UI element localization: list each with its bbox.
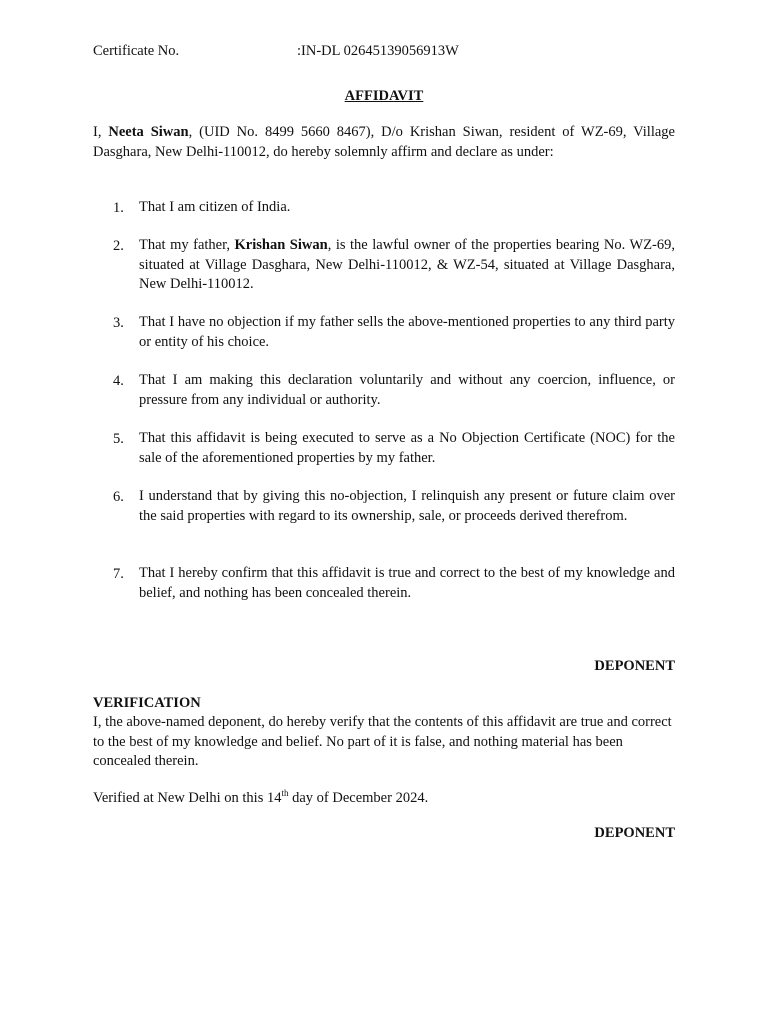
list-item-number: 2.: [113, 238, 124, 254]
list-item-number: 6.: [113, 489, 124, 505]
certificate-label: Certificate No.: [93, 43, 180, 59]
list-item-number: 4.: [113, 373, 124, 389]
item-2-pre: That my father,: [139, 237, 235, 253]
deponent-name: Neeta Siwan: [108, 124, 189, 140]
intro-paragraph: [93, 122, 675, 162]
list-item-text: That I hereby confirm that this affidavit is true and correct to the best of my knowledge and belief, and nothing has been concealed therein.: [139, 565, 675, 601]
list-item-text: That this affidavit is being executed to serve as a No Objection Certificate (NOC) for the sale of the aforementioned properties by my father.: [139, 430, 675, 466]
deponent-label: DEPONENT: [594, 658, 675, 674]
list-item-text: That I have no objection if my father sells the above-mentioned properties to any third party or entity of his choice.: [139, 314, 675, 350]
list-item-number: 1.: [113, 200, 124, 216]
list-item-text: I understand that by giving this no-objection, I relinquish any present or future claim over the said properties with regard to its ownership, sale, or proceeds derived therefrom.: [139, 488, 675, 524]
intro-pre: I,: [93, 124, 109, 140]
verified-line: [93, 788, 675, 808]
list-item-text: [139, 236, 675, 295]
verified-post: day of December 2024.: [288, 790, 429, 806]
certificate-number: :IN-DL 02645139056913W: [297, 43, 459, 59]
verified-ordinal: th: [281, 788, 289, 798]
list-item-number: 5.: [113, 431, 124, 447]
list-item-text: That I am citizen of India.: [139, 199, 291, 215]
list-item-text: That I am making this declaration voluntarily and without any coercion, influence, or pressure from any individual or authority.: [139, 372, 675, 408]
item-2-post: , is the lawful owner of the properties bearing No. WZ-69, situated at Village Dasghara, New Delhi-110012, & WZ-54, situated at Village Dasghara, New Delhi-110012.: [139, 237, 675, 293]
list-item-number: 3.: [113, 315, 124, 331]
list-item-number: 7.: [113, 566, 124, 582]
verification-heading: VERIFICATION: [93, 695, 201, 711]
document-title: AFFIDAVIT: [344, 88, 424, 104]
intro-post: , (UID No. 8499 5660 8467), D/o Krishan Siwan, resident of WZ-69, Village Dasghara, New Delhi-110012, do hereby solemnly affirm and declare as under:: [93, 124, 675, 160]
certificate-line: [93, 41, 675, 61]
father-name: Krishan Siwan: [234, 237, 328, 253]
verification-text: I, the above-named deponent, do hereby verify that the contents of this affidavit are true and correct to the best of my knowledge and belief. No part of it is false, and nothing material has been concealed therein.: [93, 714, 672, 770]
verified-pre: Verified at New Delhi on this 14: [93, 790, 282, 806]
deponent-label: DEPONENT: [594, 825, 675, 841]
